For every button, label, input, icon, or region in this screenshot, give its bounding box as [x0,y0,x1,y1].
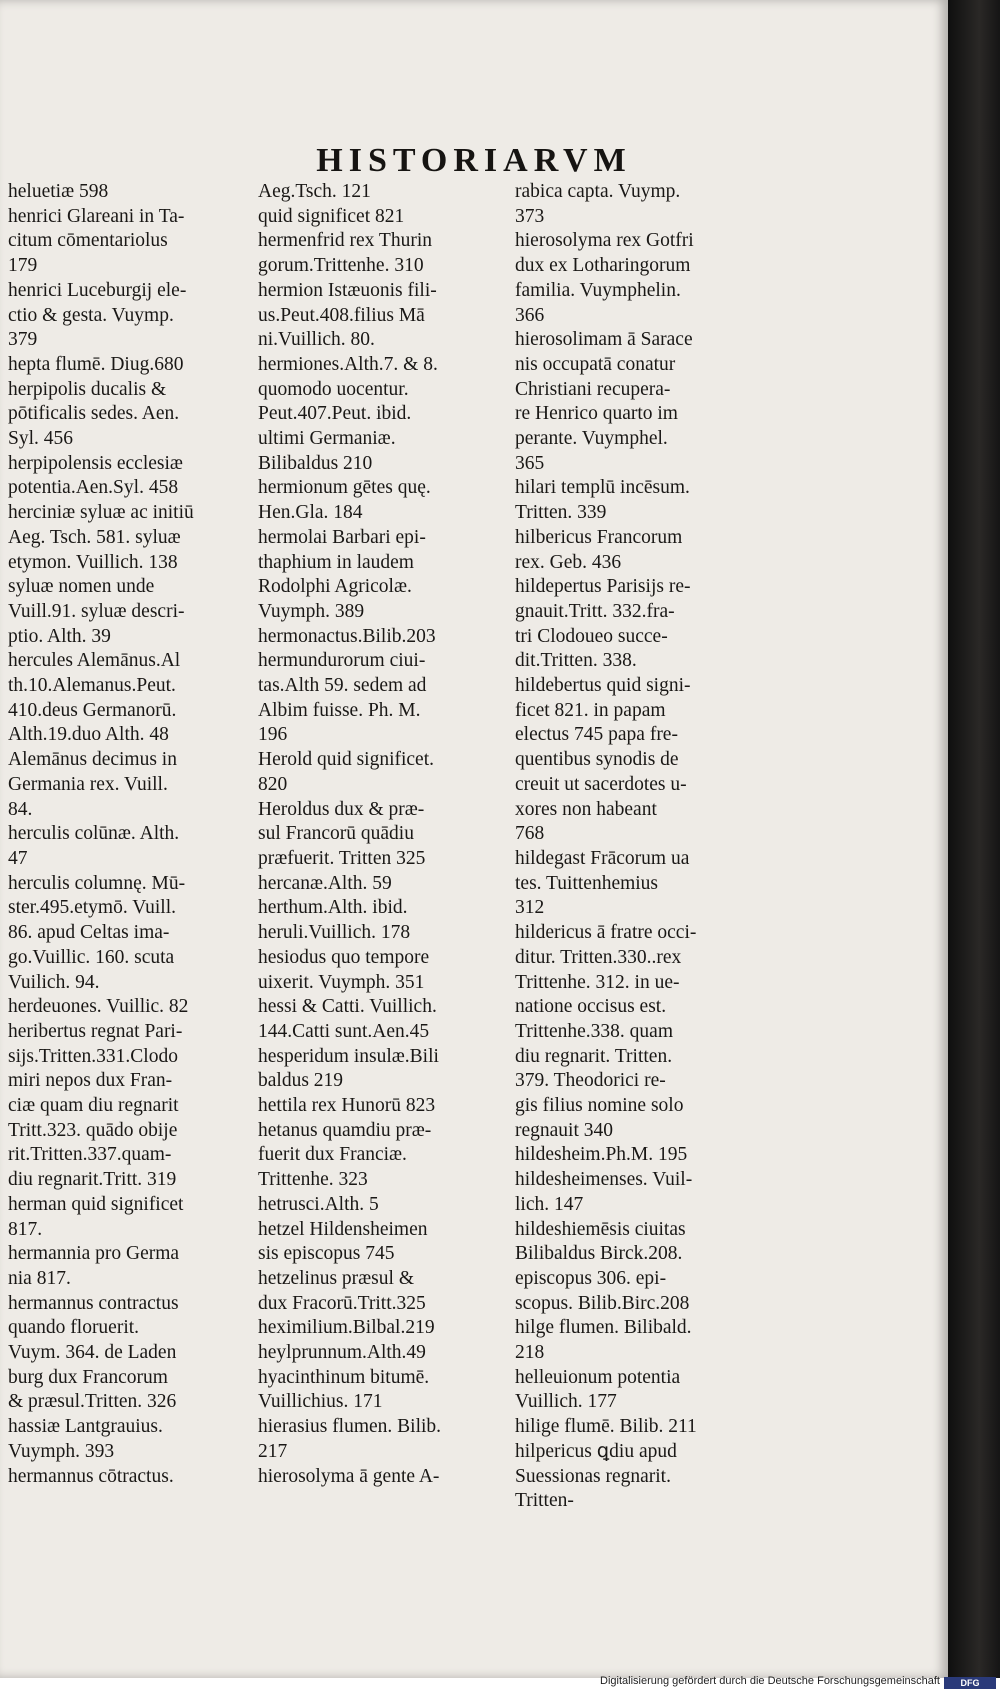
index-line: episcopus 306. epi- [515,1267,667,1289]
index-line: 179 [8,255,38,277]
index-line: hassiæ Lantgrauius. [8,1416,163,1438]
index-line: dux Fracorū.Tritt.325 [258,1292,426,1314]
index-line: heylprunnum.Alth.49 [258,1342,426,1364]
index-line: heribertus regnat Pari- [8,1020,183,1042]
index-line: nis occupatā conatur [515,353,676,375]
index-line: Trittenhe. 323 [258,1169,368,1191]
index-line: natione occisus est. [515,996,667,1018]
index-line: Vuillichius. 171 [258,1391,383,1413]
index-line: Vuymph. 389 [258,600,365,622]
index-line: ciæ quam diu regnarit [8,1095,179,1117]
index-line: hildesheim.Ph.M. 195 [515,1144,688,1166]
index-line: fuerit dux Franciæ. [258,1144,407,1166]
index-line: hierosolyma rex Gotfri [515,230,694,252]
index-line: & præsul.Tritten. 326 [8,1391,177,1413]
index-line: herculis columnę. Mū- [8,872,186,894]
index-line: Christiani recupera- [515,378,671,400]
index-line: hermannia pro Germa [8,1243,180,1265]
index-line: hermenfrid rex Thurin [258,230,432,252]
index-line: herpipolis ducalis & [8,378,167,400]
index-line: herculis colūnæ. Alth. [8,823,180,845]
index-line: Tritten- [515,1490,574,1512]
index-line: 84. [8,798,33,820]
index-line: helleuionum potentia [515,1366,681,1388]
index-line: lich. 147 [515,1193,584,1215]
index-line: sis episcopus 745 [258,1243,395,1265]
index-column-1 [8,180,266,1489]
index-line: præfuerit. Tritten 325 [258,847,426,869]
index-line: hildebertus quid signi- [515,675,691,697]
index-line: hermion Istæuonis fili- [258,279,437,301]
index-line: pōtificalis sedes. Aen. [8,403,180,425]
index-line: ficet 821. in papam [515,699,666,721]
index-line: Syl. 456 [8,428,74,450]
index-line: Rodolphi Agricolæ. [258,576,412,598]
index-line: hierosolyma ā gente A- [258,1465,440,1487]
index-line: ditur. Tritten.330..rex [515,946,682,968]
index-line: Herold quid significet. [258,749,435,771]
dfg-logo: DFG [944,1677,996,1689]
index-line: hermannus contractus [8,1292,179,1314]
index-line: hierosolimam ā Sarace [515,329,693,351]
index-line: uixerit. Vuymph. 351 [258,971,425,993]
index-line: quando floruerit. [8,1317,140,1339]
index-line: rit.Tritten.337.quam- [8,1144,172,1166]
index-line: gis filius nomine solo [515,1095,684,1117]
index-line: Alth.19.duo Alth. 48 [8,724,169,746]
index-line: hildegast Frācorum ua [515,847,690,869]
index-line: dux ex Lotharingorum [515,255,691,277]
index-line: Suessionas regnarit. [515,1465,671,1487]
index-line: 410.deus Germanorū. [8,699,177,721]
index-line: gorum.Trittenhe. 310 [258,255,424,277]
index-line: baldus 219 [258,1070,344,1092]
index-line: potentia.Aen.Syl. 458 [8,477,179,499]
index-line: hildericus ā fratre occi- [515,922,697,944]
index-line: Vuymph. 393 [8,1440,115,1462]
index-line: hildesheimenses. Vuil- [515,1169,693,1191]
index-line: hercules Alemānus.Al [8,650,181,672]
index-line: us.Peut.408.filius Mā [258,304,425,326]
index-line: hessi & Catti. Vuillich. [258,996,437,1018]
index-line: hettila rex Hunorū 823 [258,1095,436,1117]
index-line: Trittenhe.338. quam [515,1020,673,1042]
index-line: thaphium in laudem [258,551,414,573]
index-line: 196 [258,724,288,746]
index-line: herthum.Alth. ibid. [258,897,408,919]
index-line: 817. [8,1218,43,1240]
index-line: Albim fuisse. Ph. M. [258,699,421,721]
index-line: etymon. Vuillich. 138 [8,551,178,573]
index-line: hilari templū incēsum. [515,477,690,499]
index-line: xores non habeant [515,798,657,820]
index-line: Bilibaldus 210 [258,452,373,474]
index-line: ultimi Germaniæ. [258,428,396,450]
index-line: scopus. Bilib.Birc.208 [515,1292,690,1314]
index-line: Trittenhe. 312. in ue- [515,971,680,993]
index-line: electus 745 papa fre- [515,724,678,746]
index-line: quentibus synodis de [515,749,679,771]
index-line: herpipolensis ecclesiæ [8,452,183,474]
index-line: hermonactus.Bilib.203 [258,625,436,647]
index-line: Bilibaldus Birck.208. [515,1243,683,1265]
index-line: 365 [515,452,545,474]
index-line: ctio & gesta. Vuymp. [8,304,174,326]
index-line: gnauit.Tritt. 332.fra- [515,600,675,622]
scan-edge [948,0,1000,1678]
index-line: citum cōmentariolus [8,230,168,252]
index-line: Tritten. 339 [515,502,607,524]
index-line: Aeg.Tsch. 121 [258,181,371,202]
index-line: 312 [515,897,545,919]
index-line: diu regnarit. Tritten. [515,1045,673,1067]
index-line: hyacinthinum bitumē. [258,1366,430,1388]
index-line: Tritt.323. quādo obije [8,1119,178,1141]
index-line: heluetiæ 598 [8,181,109,202]
index-line: hetrusci.Alth. 5 [258,1193,379,1215]
index-column-3 [515,180,765,1514]
index-line: Peut.407.Peut. ibid. [258,403,412,425]
running-title: HISTORIARVM [316,142,632,179]
index-line: 144.Catti sunt.Aen.45 [258,1020,430,1042]
index-line: Vuillich. 177 [515,1391,617,1413]
index-line: 366 [515,304,545,326]
index-line: hermionum gētes quę. [258,477,431,499]
index-line: 218 [515,1342,545,1364]
index-line: hilige flumē. Bilib. 211 [515,1416,697,1438]
index-line: sul Francorū quādiu [258,823,414,845]
index-line: Vuym. 364. de Laden [8,1342,177,1364]
index-line: re Henrico quarto im [515,403,678,425]
index-line: Alemānus decimus in [8,749,177,771]
index-line: 379. Theodorici re- [515,1070,666,1092]
index-line: miri nepos dux Fran- [8,1070,173,1092]
index-line: ster.495.etymō. Vuill. [8,897,177,919]
index-line: quomodo uocentur. [258,378,409,400]
index-line: familia. Vuymphelin. [515,279,681,301]
index-line: hilpericus ꝗdiu apud [515,1440,677,1462]
index-line: nia 817. [8,1267,71,1289]
index-line: 373 [515,205,545,227]
index-line: 768 [515,823,545,845]
index-line: 86. apud Celtas ima- [8,922,170,944]
index-line: Vuilich. 94. [8,971,100,993]
index-line: hildeshiemēsis ciuitas [515,1218,686,1240]
index-line: hierasius flumen. Bilib. [258,1416,442,1438]
index-line: herman quid significet [8,1193,184,1215]
index-line: heruli.Vuillich. 178 [258,922,411,944]
index-line: tes. Tuittenhemius [515,872,659,894]
index-line: hermundurorum ciui- [258,650,426,672]
index-line: th.10.Alemanus.Peut. [8,675,176,697]
index-line: 47 [8,847,28,869]
index-line: tri Clodoueo succe- [515,625,668,647]
index-line: hilge flumen. Bilibald. [515,1317,692,1339]
index-line: hildepertus Parisijs re- [515,576,691,598]
index-line: go.Vuillic. 160. scuta [8,946,175,968]
index-line: hilbericus Francorum [515,526,683,548]
index-line: Hen.Gla. 184 [258,502,363,524]
index-line: tas.Alth 59. sedem ad [258,675,427,697]
index-line: hermiones.Alth.7. & 8. [258,353,438,375]
index-line: regnauit 340 [515,1119,614,1141]
index-line: Heroldus dux & præ- [258,798,425,820]
index-line: sijs.Tritten.331.Clodo [8,1045,178,1067]
index-line: 379 [8,329,38,351]
index-line: herdeuones. Vuillic. 82 [8,996,189,1018]
index-line: burg dux Francorum [8,1366,168,1388]
index-line: henrici Glareani in Ta- [8,205,185,227]
index-line: dit.Tritten. 338. [515,650,637,672]
index-line: hetanus quamdiu præ- [258,1119,432,1141]
index-line: rabica capta. Vuymp. [515,181,681,202]
index-line: henrici Luceburgij ele- [8,279,187,301]
index-line: ni.Vuillich. 80. [258,329,375,351]
index-line: perante. Vuymphel. [515,428,668,450]
index-line: 820 [258,773,288,795]
index-line: hermannus cōtractus. [8,1465,174,1487]
index-line: syluæ nomen unde [8,576,155,598]
index-line: Aeg. Tsch. 581. syluæ [8,526,181,548]
index-line: hesperidum insulæ.Bili [258,1045,439,1067]
index-line: ptio. Alth. 39 [8,625,111,647]
index-line: hermolai Barbari epi- [258,526,426,548]
index-line: rex. Geb. 436 [515,551,622,573]
index-line: heximilium.Bilbal.219 [258,1317,435,1339]
index-line: Germania rex. Vuill. [8,773,168,795]
index-line: diu regnarit.Tritt. 319 [8,1169,177,1191]
digitization-credit: Digitalisierung gefördert durch die Deutsche Forschungsgemeinschaft [600,1675,940,1687]
index-line: herciniæ syluæ ac initiū [8,502,194,524]
index-line: creuit ut sacerdotes u- [515,773,687,795]
index-line: hepta flumē. Diug.680 [8,353,184,375]
index-line: hetzel Hildensheimen [258,1218,428,1240]
index-line: quid significet 821 [258,205,405,227]
index-line: hercanæ.Alth. 59 [258,872,392,894]
index-line: 217 [258,1440,288,1462]
index-line: hesiodus quo tempore [258,946,430,968]
index-line: hetzelinus præsul & [258,1267,414,1289]
index-line: Vuill.91. syluæ descri- [8,600,185,622]
index-column-2 [258,180,510,1489]
